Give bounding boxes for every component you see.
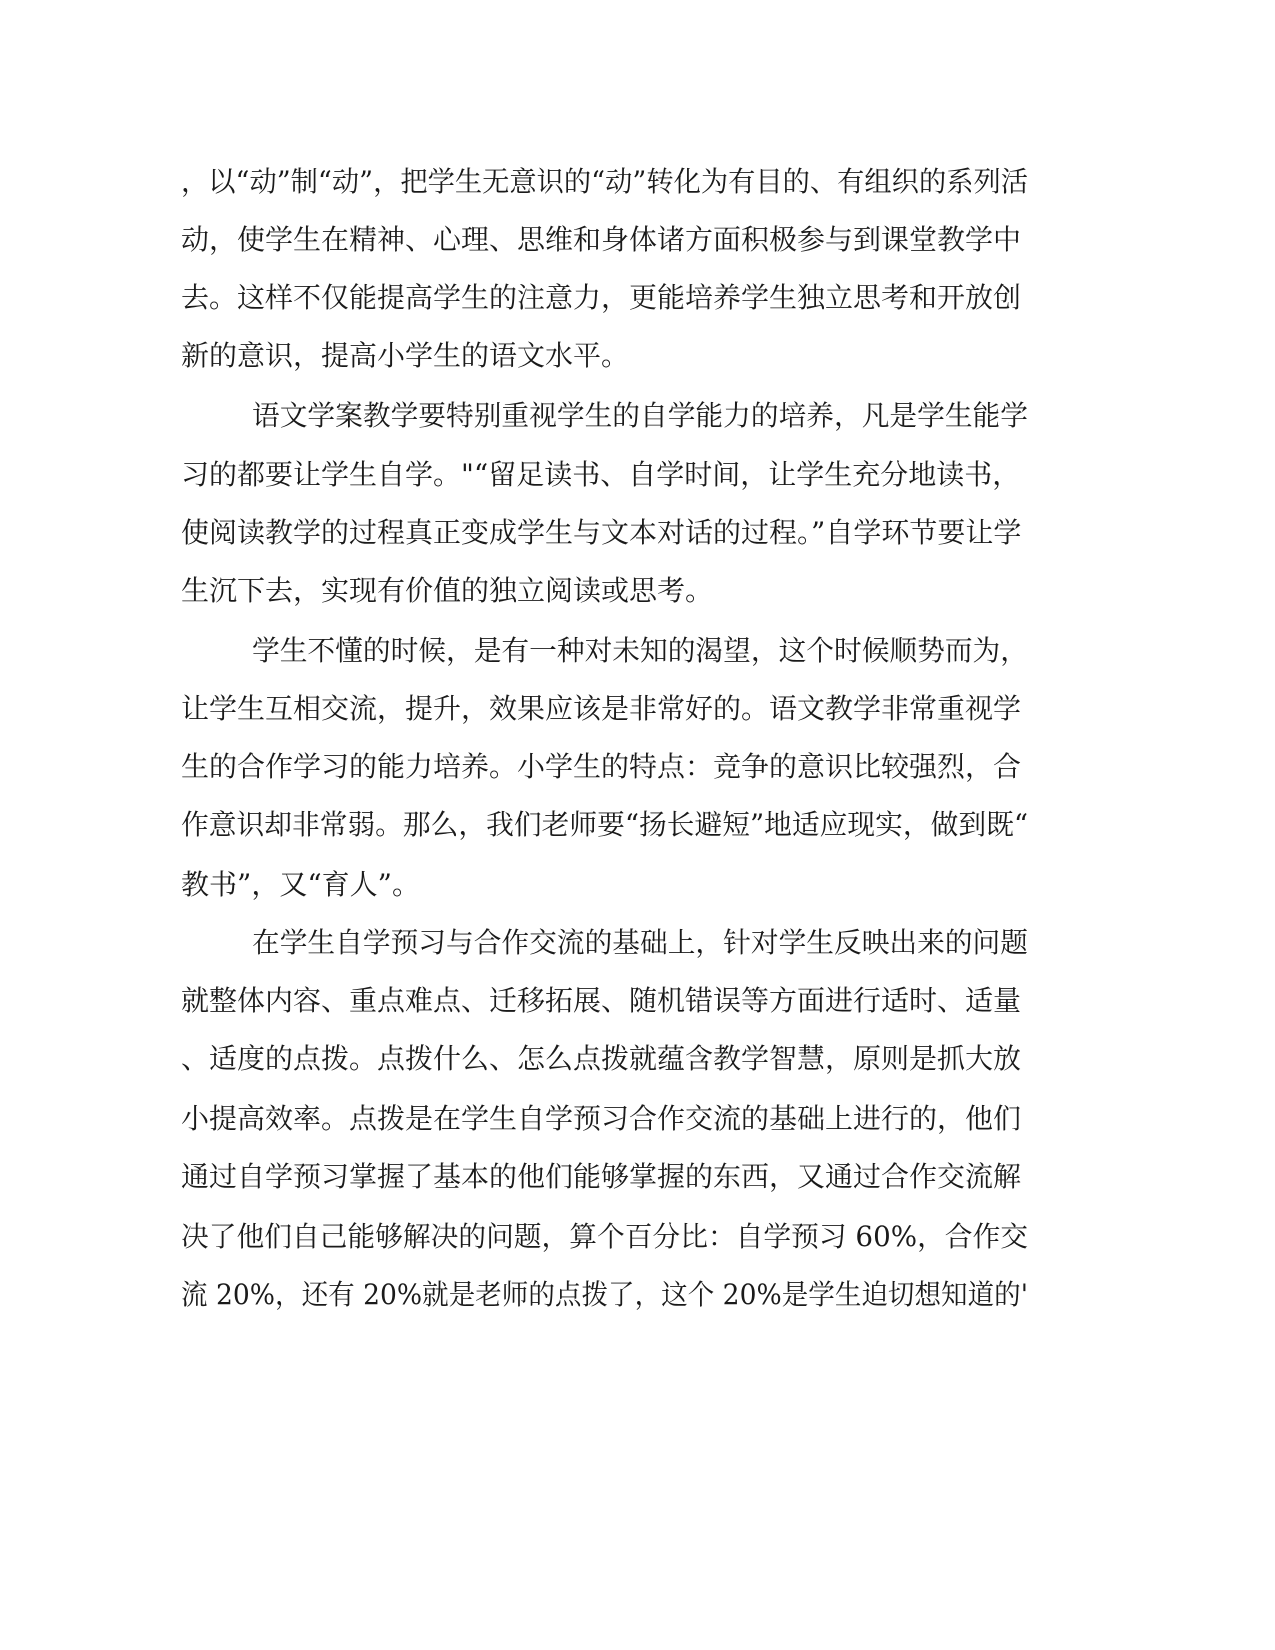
- text-line: [0, 795, 1275, 855]
- text-line: [0, 152, 1275, 212]
- text-line: [0, 1207, 1275, 1267]
- paragraph-2-line-4: 生沉下去，实现有价值的独立阅读或思考。: [181, 574, 714, 607]
- paragraph-1-line-2: 动，使学生在精神、心理、思维和身体诸方面积极参与到课堂教学中: [181, 223, 1022, 256]
- paragraph-1-line-3: 去。这样不仅能提高学生的注意力，更能培养学生独立思考和开放创: [181, 281, 1022, 314]
- text-line: [0, 855, 1275, 915]
- text-line: [0, 679, 1275, 739]
- text-line: [0, 268, 1275, 328]
- text-line: [0, 561, 1275, 621]
- text-line: [0, 1029, 1275, 1089]
- paragraph-4-line-6: 决了他们自己能够解决的问题，算个百分比：自学预习 60%，合作交: [181, 1220, 1028, 1253]
- text-line: [0, 1089, 1275, 1149]
- paragraph-4-line-1: 在学生自学预习与合作交流的基础上，针对学生反映出来的问题: [252, 926, 1028, 959]
- text-line: [0, 737, 1275, 797]
- text-line: [0, 386, 1275, 446]
- paragraph-1-line-1: ，以“动”制“动”，把学生无意识的“动”转化为有目的、有组织的系列活: [181, 165, 1028, 198]
- paragraph-2-line-2: 习的都要让学生自学。"“留足读书、自学时间，让学生充分地读书，: [181, 458, 1021, 491]
- paragraph-3-line-4: 作意识却非常弱。那么，我们老师要“扬长避短”地适应现实，做到既“: [181, 808, 1028, 841]
- text-line: [0, 1147, 1275, 1207]
- text-line: [0, 1265, 1275, 1325]
- text-line: [0, 210, 1275, 270]
- paragraph-4-line-4: 小提高效率。点拨是在学生自学预习合作交流的基础上进行的，他们: [181, 1102, 1022, 1135]
- text-line: [0, 971, 1275, 1031]
- text-line: [0, 621, 1275, 681]
- paragraph-4-line-2: 就整体内容、重点难点、迁移拓展、随机错误等方面进行适时、适量: [181, 984, 1022, 1017]
- paragraph-2-line-1: 语文学案教学要特别重视学生的自学能力的培养，凡是学生能学: [252, 399, 1028, 432]
- paragraph-3-line-2: 让学生互相交流，提升，效果应该是非常好的。语文教学非常重视学: [181, 692, 1022, 725]
- paragraph-2-line-3: 使阅读教学的过程真正变成学生与文本对话的过程。”自学环节要让学: [181, 516, 1022, 549]
- paragraph-1-line-4: 新的意识，提高小学生的语文水平。: [181, 339, 630, 372]
- text-line: [0, 503, 1275, 563]
- paragraph-4-line-7: 流 20%，还有 20%就是老师的点拨了，这个 20%是学生迫切想知道的': [181, 1278, 1028, 1311]
- text-line: [0, 445, 1275, 505]
- paragraph-4-line-3: 、适度的点拨。点拨什么、怎么点拨就蕴含教学智慧，原则是抓大放: [181, 1042, 1022, 1075]
- text-line: [0, 326, 1275, 386]
- paragraph-3-line-5: 教书”，又“育人”。: [181, 868, 420, 901]
- paragraph-4-line-5: 通过自学预习掌握了基本的他们能够掌握的东西，又通过合作交流解: [181, 1160, 1022, 1193]
- paragraph-3-line-1: 学生不懂的时候，是有一种对未知的渴望，这个时候顺势而为，: [252, 634, 1028, 667]
- text-line: [0, 913, 1275, 973]
- paragraph-3-line-3: 生的合作学习的能力培养。小学生的特点：竞争的意识比较强烈，合: [181, 750, 1022, 783]
